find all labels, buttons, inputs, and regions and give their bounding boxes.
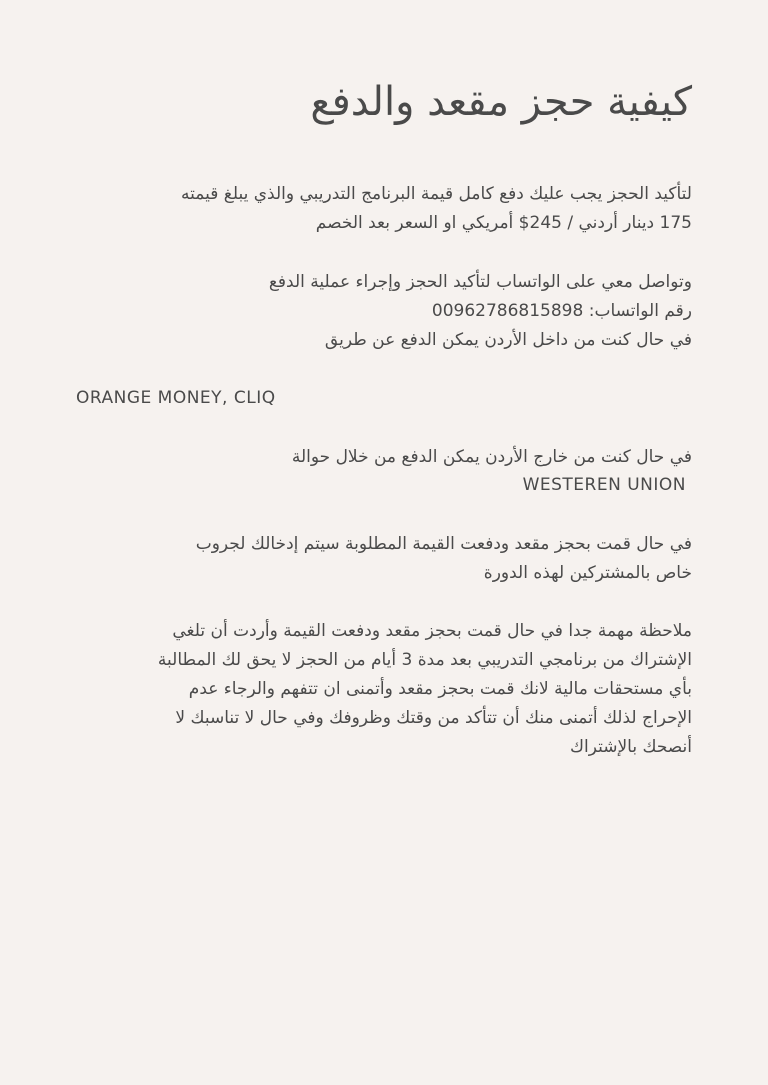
outside-payment-method: WESTEREN UNION [522, 475, 686, 495]
note-paragraph [76, 617, 692, 762]
paragraph-line: الإشتراك من برنامجي التدريبي بعد مدة 3 أيام من الحجز لا يحق لك المطالبة [157, 650, 692, 670]
paragraph-line: في حال كنت من داخل الأردن يمكن الدفع عن طريق [324, 330, 692, 350]
whatsapp-number-line: رقم الواتساب: 00962786815898 [431, 301, 692, 321]
paragraph-line: في حال كنت من خارج الأردن يمكن الدفع من خلال حوالة [291, 447, 692, 467]
paragraph-line: في حال قمت بحجز مقعد ودفعت القيمة المطلوبة سيتم إدخالك لجروب [195, 534, 692, 554]
paragraph-line: وتواصل معي على الواتساب لتأكيد الحجز وإجراء عملية الدفع [268, 272, 692, 292]
group-paragraph [76, 530, 692, 588]
outside-paragraph [76, 443, 692, 472]
paragraph-line: ملاحظة مهمة جدا في حال قمت بحجز مقعد ودفعت القيمة وأردت أن تلغي [172, 621, 692, 641]
contact-paragraph [76, 268, 692, 355]
paragraph-line: خاص بالمشتركين لهذه الدورة [483, 563, 692, 583]
inside-payment-methods: ORANGE MONEY, CLIQ [76, 388, 276, 408]
paragraph-line: بأي مستحقات مالية لانك قمت بحجز مقعد وأتمنى ان تتفهم والرجاء عدم [188, 679, 692, 699]
paragraph-line: أنصحك بالإشتراك [570, 737, 692, 757]
paragraph-line: الإحراج لذلك أتمنى منك أن تتأكد من وقتك وظروفك وفي حال لا تناسبك لا [175, 708, 692, 728]
document-page [76, 0, 692, 1085]
price-line: 175 دينار أردني / 245$ أمريكي او السعر بعد الخصم [315, 213, 692, 233]
confirm-paragraph [76, 180, 692, 238]
page-title: كيفية حجز مقعد والدفع [310, 79, 692, 125]
paragraph-line: لتأكيد الحجز يجب عليك دفع كامل قيمة البرنامج التدريبي والذي يبلغ قيمته [181, 184, 692, 204]
